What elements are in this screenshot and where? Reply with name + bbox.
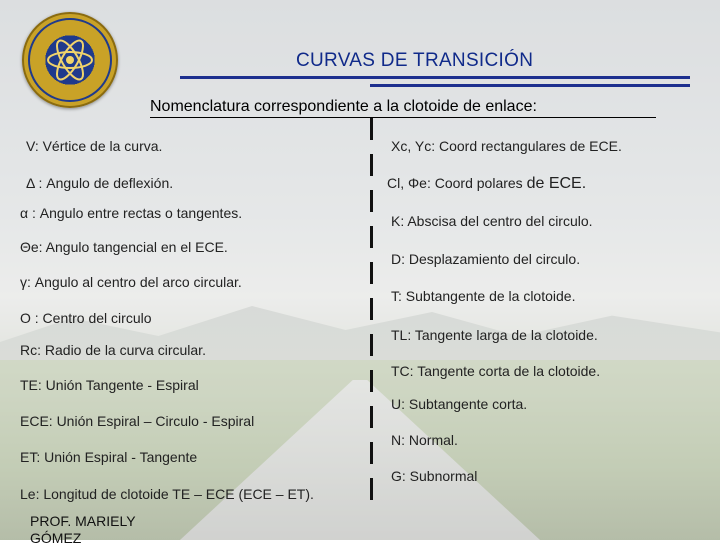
left-item: V: Vértice de la curva. — [26, 138, 163, 154]
right-item: D: Desplazamiento del circulo. — [391, 251, 581, 267]
right-item: U: Subtangente corta. — [391, 396, 528, 412]
subtitle: Nomenclatura correspondiente a la clotoide de enlace: — [150, 98, 656, 118]
right-item: K: Abscisa del centro del circulo. — [391, 213, 593, 229]
left-item: O : Centro del circulo — [20, 310, 152, 326]
university-seal-icon — [22, 12, 118, 108]
left-item: Θe: Angulo tangencial en el ECE. — [20, 239, 228, 255]
right-item-polar: Cl, Φe: Coord polares de ECE. — [387, 175, 587, 192]
page-title: CURVAS DE TRANSICIÓN — [296, 50, 534, 71]
right-item: Xc, Yc: Coord rectangulares de ECE. — [391, 138, 622, 154]
column-divider — [370, 118, 373, 510]
right-item: N: Normal. — [391, 432, 458, 448]
left-item: TE: Unión Tangente - Espiral — [20, 377, 199, 393]
author-credit: PROF. MARIELY GÓMEZ — [30, 513, 136, 546]
left-item: Le: Longitud de clotoide TE – ECE (ECE – ET). — [20, 486, 314, 502]
title-underline — [180, 76, 690, 79]
left-item: α : Angulo entre rectas o tangentes. — [20, 205, 243, 221]
polar-suffix: de ECE. — [526, 175, 587, 192]
right-item: G: Subnormal — [391, 468, 478, 484]
left-item: γ: Angulo al centro del arco circular. — [20, 274, 242, 290]
left-item: Rc: Radio de la curva circular. — [20, 342, 206, 358]
right-item: TL: Tangente larga de la clotoide. — [391, 327, 598, 343]
title-underline-short — [370, 84, 690, 87]
left-item: ECE: Unión Espiral – Circulo - Espiral — [20, 413, 255, 429]
atom-icon — [24, 14, 116, 106]
right-item: T: Subtangente de la clotoide. — [391, 288, 576, 304]
left-item: ET: Unión Espiral - Tangente — [20, 449, 198, 465]
left-item: Δ : Angulo de deflexión. — [26, 175, 174, 191]
right-item: TC: Tangente corta de la clotoide. — [391, 363, 601, 379]
